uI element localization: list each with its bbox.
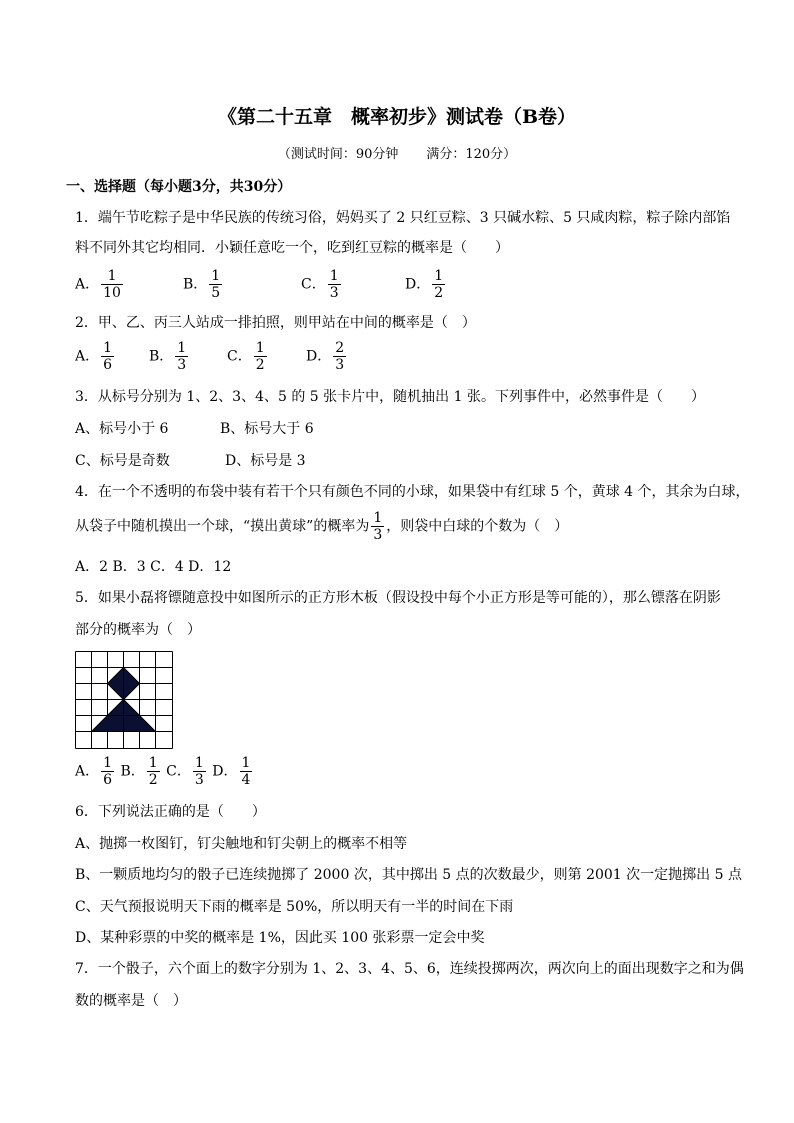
question-4-line-1: 4．在一个不透明的布袋中装有若干个只有颜色不同的小球，如果袋中有红球 5 个，黄球 4 个，其余为白球， bbox=[75, 484, 750, 500]
question-3-line-1: 3．从标号分别为 1、2、3、4、5 的 5 张卡片中，随机抽出 1 张。下列事件中，必然事件是（ ） bbox=[75, 389, 705, 405]
q2-option-d: D． $\frac{2}{3}$ bbox=[306, 340, 345, 373]
q5-options: A． $\frac{1}{6}$ B． $\frac{1}{2}$ C． $\frac{1}{3}$ D． $\frac{1}{4}$ bbox=[75, 755, 251, 788]
q3-option-d: D、标号是 3 bbox=[225, 453, 306, 469]
q1-option-a: A． $\frac{1}{10}$ bbox=[75, 268, 121, 301]
question-2-line-1: 2．甲、乙、丙三人站成一排拍照，则甲站在中间的概率是（ ） bbox=[75, 315, 476, 331]
question-7-line-2: 数的概率是（ ） bbox=[75, 993, 187, 1009]
q6-option-c: C、天气预报说明天下雨的概率是 50%，所以明天有一半的时间在下雨 bbox=[75, 899, 514, 915]
question-1-line-2: 料不同外其它均相同．小颖任意吃一个，吃到红豆粽的概率是（ ） bbox=[75, 240, 509, 256]
question-6-line-1: 6．下列说法正确的是（ ） bbox=[75, 804, 266, 820]
section-title: 一、选择题（每小题3分，共30分） bbox=[66, 179, 292, 195]
question-1-line-1: 1．端午节吃粽子是中华民族的传统习俗，妈妈买了 2 只红豆粽、3 只碱水粽、5 只咸肉粽，粽子除内部馅 bbox=[75, 210, 731, 226]
q3-option-a: A、标号小于 6 bbox=[75, 421, 169, 437]
question-5-line-2: 部分的概率为（ ） bbox=[75, 622, 201, 638]
q3-option-b: B、标号大于 6 bbox=[220, 421, 314, 437]
q6-option-a: A、抛掷一枚图钉，钉尖触地和钉尖朝上的概率不相等 bbox=[75, 836, 408, 852]
q6-option-d: D、某种彩票的中奖的概率是 1%，因此买 100 张彩票一定会中奖 bbox=[75, 930, 485, 946]
time-limit: （测试时间：90分钟 bbox=[277, 147, 399, 162]
page-title: 《第二十五章 概率初步》测试卷（B卷） bbox=[217, 106, 577, 128]
q4-options: A．2 B．3 C．4 D．12 bbox=[75, 559, 232, 575]
exam-subtitle bbox=[0, 146, 794, 164]
q1-option-c: C． $\frac{1}{3}$ bbox=[301, 268, 339, 301]
q2-option-c: C． $\frac{1}{2}$ bbox=[227, 340, 265, 373]
q6-option-b: B、一颗质地均匀的骰子已连续抛掷了 2000 次，其中掷出 5 点的次数最少，则第 2001 次一定抛掷出 5 点 bbox=[75, 867, 742, 883]
question-5-line-1: 5．如果小磊将镖随意投中如图所示的正方形木板（假设投中每个小正方形是等可能的），那么镖落在阴影 bbox=[75, 590, 721, 606]
q1-option-d: D． $\frac{1}{2}$ bbox=[405, 268, 444, 301]
q1-option-b: B． $\frac{1}{5}$ bbox=[183, 268, 221, 301]
question-4-line-2: 从袋子中随机摸出一个球，“摸出黄球”的概率为 $\frac{1}{3}$ ，则袋中白球的个数为（ ） bbox=[75, 510, 569, 543]
dartboard-grid-figure bbox=[75, 651, 173, 749]
question-7-line-1: 7．一个骰子，六个面上的数字分别为 1、2、3、4、5、6，连续投掷两次，两次向上的面出现数字之和为偶 bbox=[75, 961, 744, 977]
q2-option-a: A． $\frac{1}{6}$ bbox=[75, 340, 113, 373]
q3-option-c: C、标号是奇数 bbox=[75, 453, 170, 469]
full-score: 满分：120分） bbox=[426, 147, 517, 162]
q2-option-b: B． $\frac{1}{3}$ bbox=[149, 340, 187, 373]
